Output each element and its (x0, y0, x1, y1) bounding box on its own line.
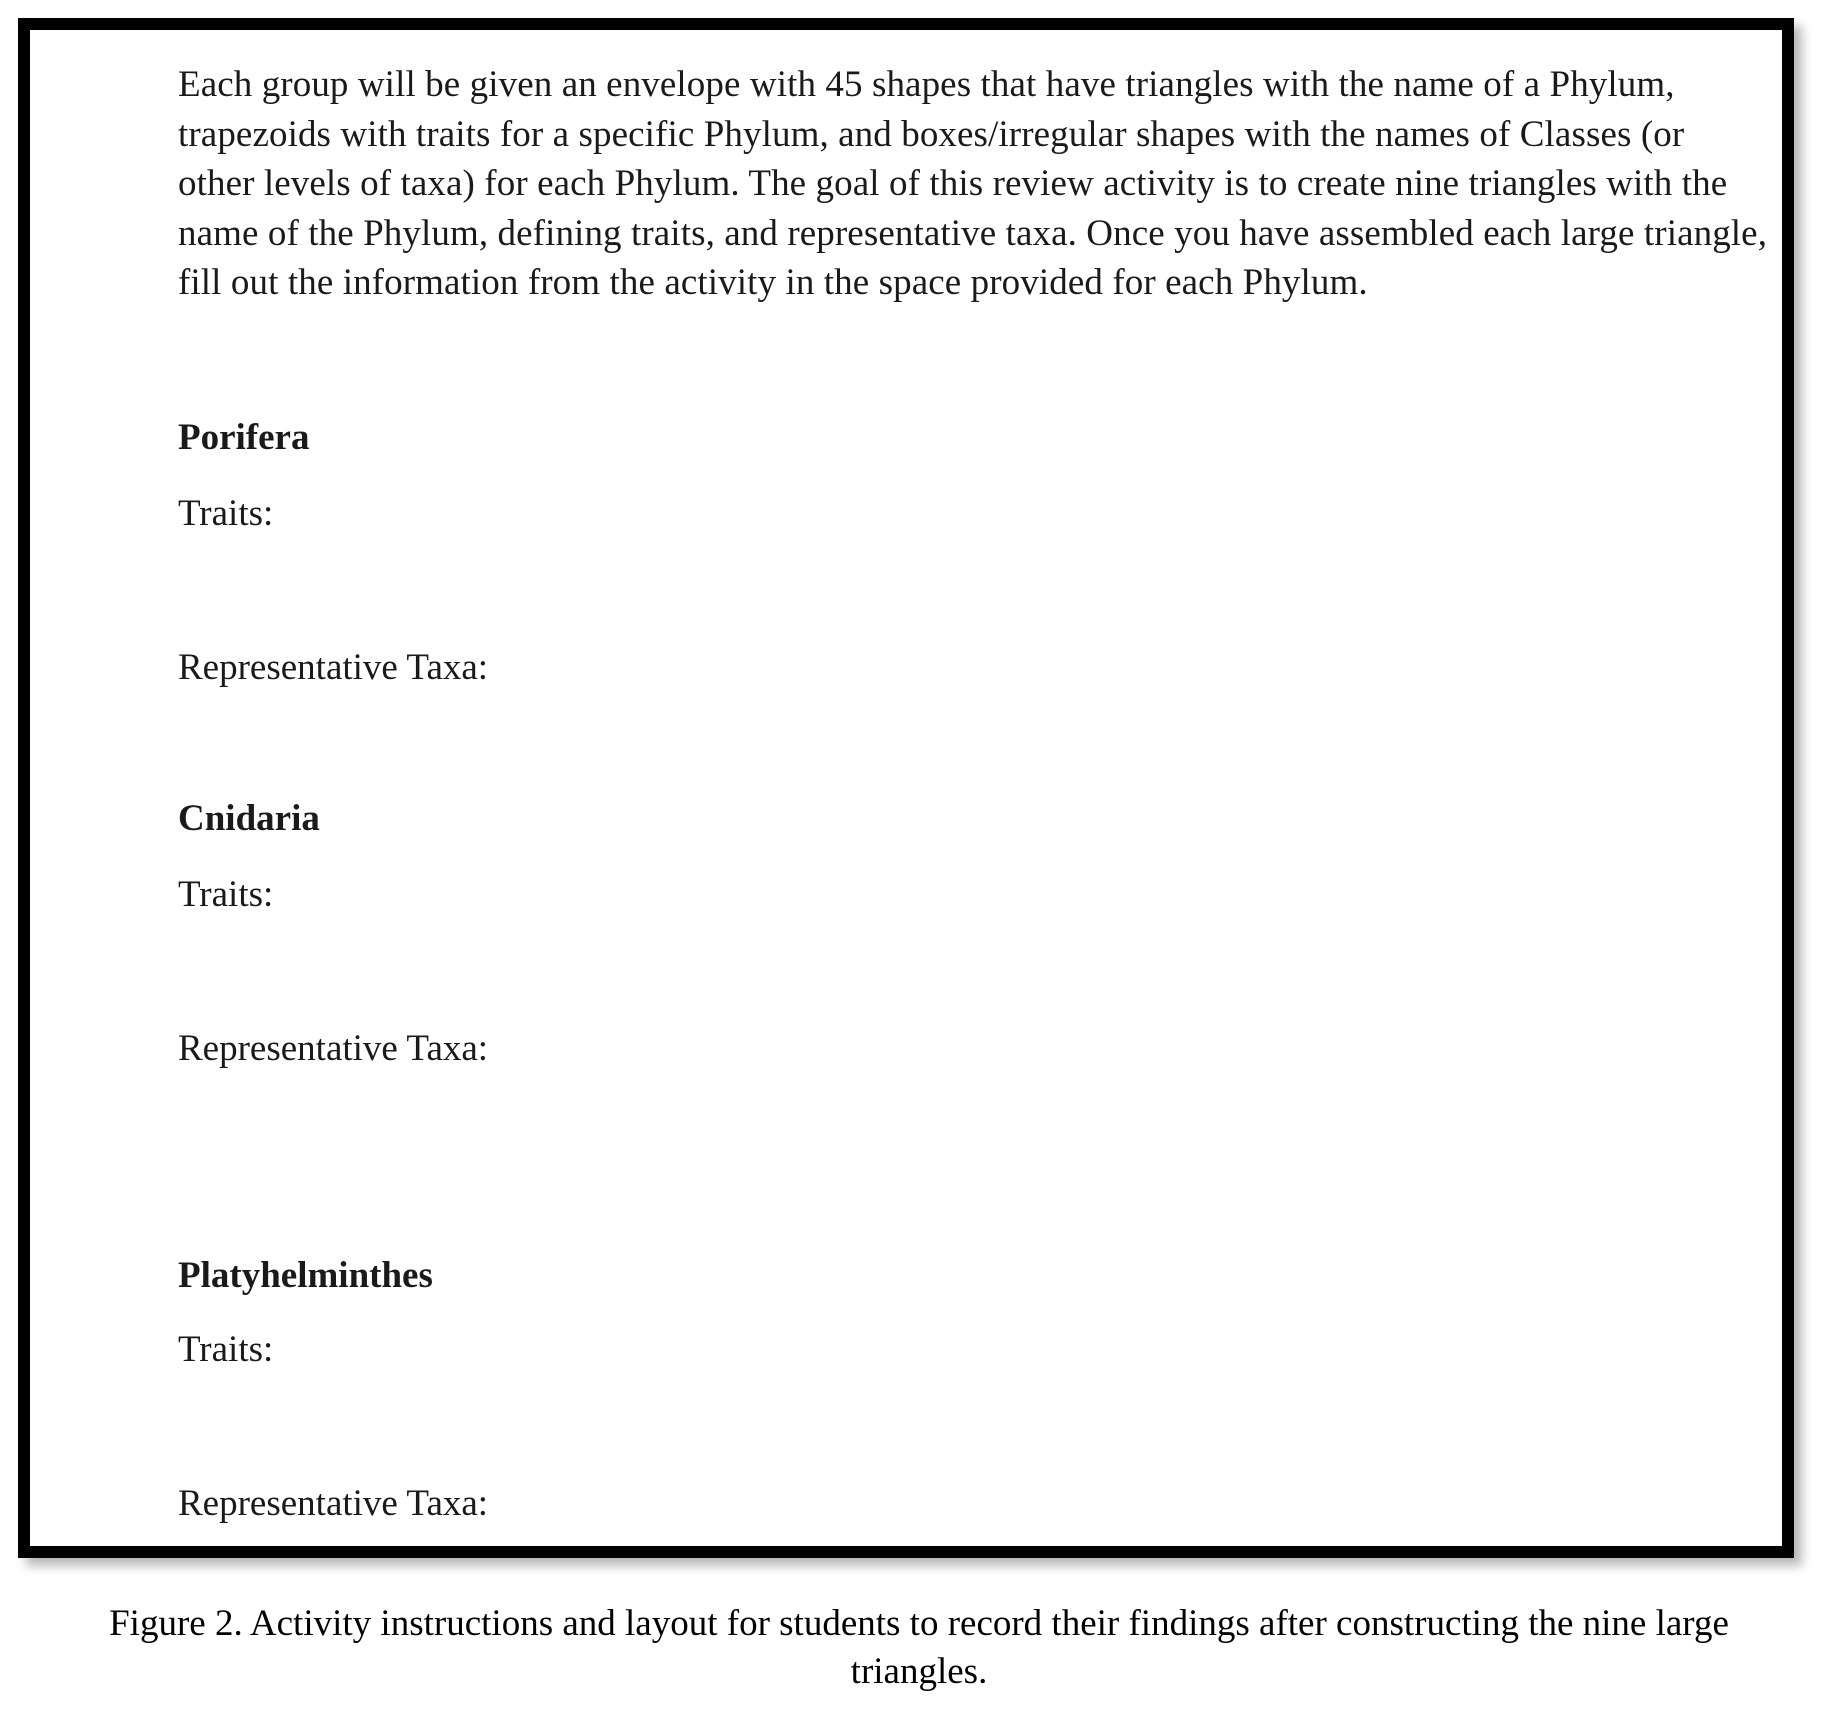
instructions-block (178, 60, 1768, 308)
phylum-title: Cnidaria (178, 798, 320, 839)
traits-label: Traits: (178, 1329, 274, 1370)
figure-caption: Figure 2. Activity instructions and layout for students to record their findings after constructing the nine large triangles. (109, 1603, 1729, 1692)
representative-taxa-label: Representative Taxa: (178, 1483, 489, 1524)
phylum-title: Platyhelminthes (178, 1255, 433, 1296)
phylum-section-platyhelminthes (178, 1254, 489, 1524)
phylum-section-porifera (178, 416, 489, 688)
traits-label: Traits: (178, 874, 274, 915)
phylum-title: Porifera (178, 417, 310, 458)
representative-taxa-label: Representative Taxa: (178, 647, 489, 688)
phylum-section-cnidaria (178, 797, 489, 1069)
figure-frame (18, 18, 1794, 1558)
representative-taxa-label: Representative Taxa: (178, 1028, 489, 1069)
intro-paragraph: Each group will be given an envelope with 45 shapes that have triangles with the name of a Phylum, trapezoids with traits for a specific Phylum, and boxes/irregular shapes with the names of Classes (or other levels of taxa) for each Phylum. The goal of this review activity is to create nine triangles with the name of the Phylum, defining traits, and representative taxa. Once you have assembled each large triangle, fill out the information from the activity in the space provided for each Phylum. (178, 64, 1768, 303)
traits-label: Traits: (178, 493, 274, 534)
